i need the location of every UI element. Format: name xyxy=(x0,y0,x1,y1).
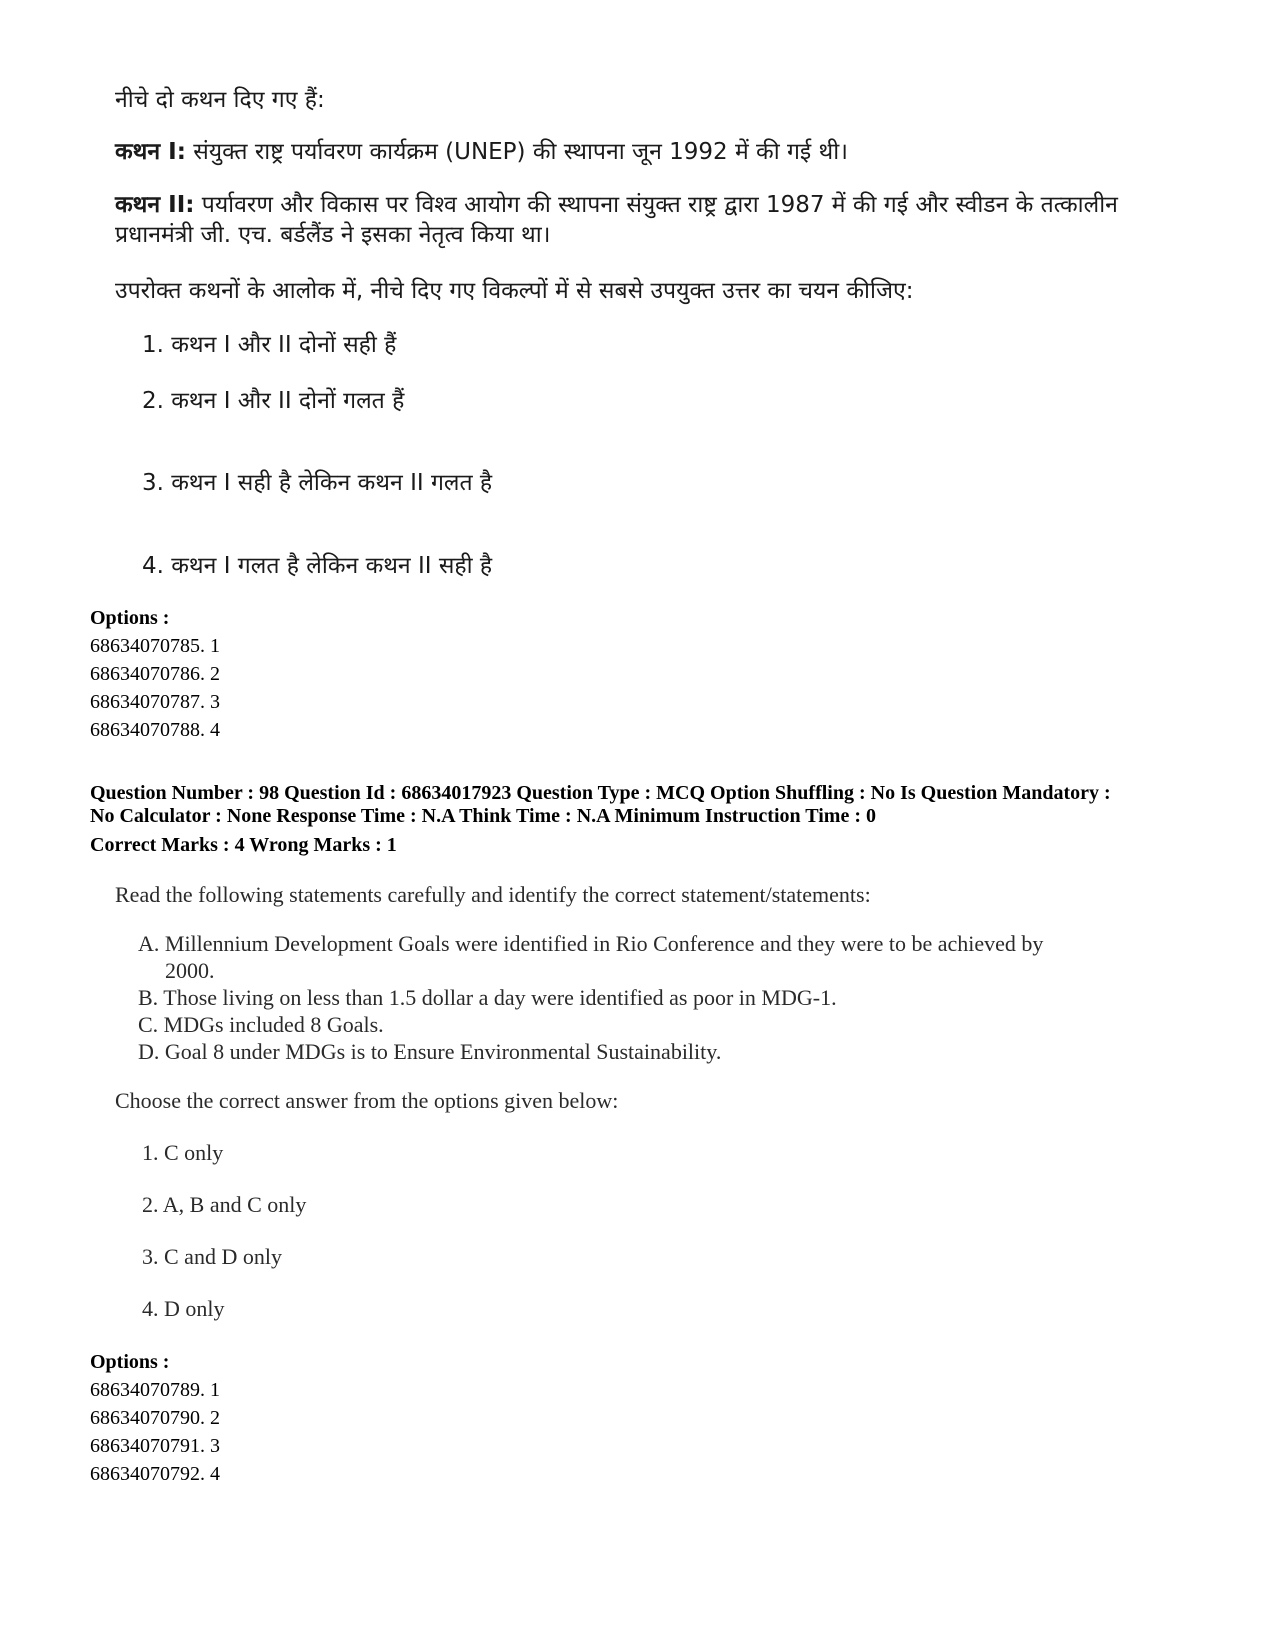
q98-options-label: Options : xyxy=(90,1351,170,1373)
q98-choice: 2. A, B and C only xyxy=(142,1192,307,1217)
q98-option-id: 68634070791. 3 xyxy=(90,1435,220,1457)
q98-prompt: Choose the correct answer from the options given below: xyxy=(115,1088,619,1113)
q98-choice: 1. C only xyxy=(142,1140,224,1165)
q98-statement: C. MDGs included 8 Goals. xyxy=(138,1012,384,1037)
q98-statement: A. Millennium Development Goals were identified in Rio Conference and they were to be achieved by xyxy=(138,931,1044,956)
q97-statement-1 xyxy=(115,137,848,167)
q97-choice: 3. कथन I सही है लेकिन कथन II गलत है xyxy=(142,470,493,496)
q98-option-id: 68634070790. 2 xyxy=(90,1407,220,1429)
q97-option-id: 68634070787. 3 xyxy=(90,691,220,713)
q98-option-id: 68634070792. 4 xyxy=(90,1463,220,1485)
q97-option-id: 68634070785. 1 xyxy=(90,635,220,657)
q98-marks: Correct Marks : 4 Wrong Marks : 1 xyxy=(90,834,397,856)
q97-option-id: 68634070786. 2 xyxy=(90,663,220,685)
q97-statement-2 xyxy=(115,190,1135,250)
q97-choice: 2. कथन I और II दोनों गलत हैं xyxy=(142,388,405,414)
q98-statement: B. Those living on less than 1.5 dollar a day were identified as poor in MDG-1. xyxy=(138,985,837,1010)
q97-options-label: Options : xyxy=(90,607,170,629)
q98-option-id: 68634070789. 1 xyxy=(90,1379,220,1401)
q98-choice: 4. D only xyxy=(142,1296,225,1321)
q97-statement-2-text: पर्यावरण और विकास पर विश्व आयोग की स्थापना संयुक्त राष्ट्र द्वारा 1987 में की गई और स्वीडन के तत्कालीन प्रधानमंत्री जी. एच. बर्डलैंड ने इसका नेतृत्व किया था। xyxy=(115,192,1118,248)
q97-statement-2-label: कथन II: xyxy=(115,192,195,218)
q97-option-id: 68634070788. 4 xyxy=(90,719,220,741)
q97-choice: 4. कथन I गलत है लेकिन कथन II सही है xyxy=(142,553,493,579)
q97-prompt: उपरोक्त कथनों के आलोक में, नीचे दिए गए विकल्पों में से सबसे उपयुक्त उत्तर का चयन कीजिए: xyxy=(115,278,914,304)
q98-meta-line-2: No Calculator : None Response Time : N.A Think Time : N.A Minimum Instruction Time : 0 xyxy=(90,805,876,827)
q98-statement: D. Goal 8 under MDGs is to Ensure Environmental Sustainability. xyxy=(138,1039,722,1064)
q98-meta-line-1: Question Number : 98 Question Id : 68634017923 Question Type : MCQ Option Shuffling : No Is Question Mandatory : xyxy=(90,782,1111,804)
q97-intro: नीचे दो कथन दिए गए हैं: xyxy=(115,87,325,113)
q98-intro: Read the following statements carefully and identify the correct statement/statements: xyxy=(115,882,871,907)
q97-statement-1-text: संयुक्त राष्ट्र पर्यावरण कार्यक्रम (UNEP) की स्थापना जून 1992 में की गई थी। xyxy=(185,139,848,165)
q97-statement-1-label: कथन I: xyxy=(115,139,186,165)
q98-choice: 3. C and D only xyxy=(142,1244,282,1269)
q98-statement-continuation: 2000. xyxy=(165,958,215,983)
q97-choice: 1. कथन I और II दोनों सही हैं xyxy=(142,332,397,358)
